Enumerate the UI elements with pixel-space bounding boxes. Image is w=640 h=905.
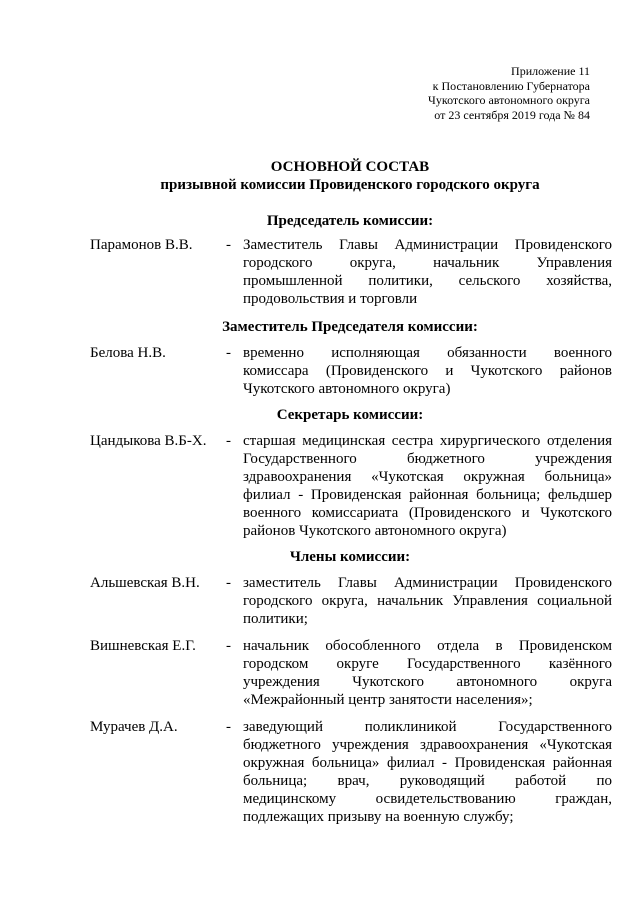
- role-line: Государственного бюджетного учреждения: [243, 451, 612, 467]
- annex-line-4: от 23 сентября 2019 года № 84: [434, 107, 590, 122]
- role-line: окружная больница» филиал - Провиденская районная: [243, 755, 612, 771]
- member-name: Мурачев Д.А.: [90, 719, 178, 735]
- member-dash: -: [226, 433, 231, 449]
- member-role: [243, 637, 612, 709]
- role-line: «Межрайонный центр занятости населения»;: [243, 692, 533, 708]
- role-line: медицинскому освидетельствованию граждан,: [243, 791, 612, 807]
- member-dash: -: [226, 237, 231, 253]
- role-line: Чукотского автономного округа): [243, 381, 451, 397]
- member-name: Белова Н.В.: [90, 345, 166, 361]
- annex-line-3: Чукотского автономного округа: [428, 93, 590, 107]
- role-line: комиссара (Провиденского и Чукотского районов: [243, 363, 612, 379]
- role-line: заместитель Главы Администрации Провиденского: [243, 575, 612, 591]
- member-role: [243, 432, 612, 540]
- member-role: [243, 718, 612, 826]
- member-dash: -: [226, 719, 231, 735]
- role-line: больница; врач, руководящий работой по: [243, 773, 612, 789]
- section-heading-chair: Председатель комиссии:: [266, 213, 434, 229]
- role-line: здравоохранения «Чукотская окружная больница»: [243, 469, 612, 485]
- section-heading-deputy: Заместитель Председателя комиссии:: [222, 319, 478, 335]
- member-name: Цандыкова В.Б-Х.: [90, 433, 207, 449]
- member-dash: -: [226, 575, 231, 591]
- role-line: бюджетного учреждения здравоохранения «Чукотская: [243, 737, 612, 753]
- title-line-2: призывной комиссии Провиденского городского округа: [160, 177, 540, 193]
- annex-line-2: к Постановлению Губернатора: [432, 78, 590, 93]
- role-line: районов Чукотского автономного округа): [243, 523, 507, 539]
- member-dash: -: [226, 638, 231, 654]
- member-name: Альшевская В.Н.: [90, 575, 200, 591]
- role-line: городского округа, начальник Управления: [243, 255, 612, 271]
- document-title: [90, 158, 610, 194]
- role-line: филиал - Провиденская районная больница; фельдшер: [243, 487, 612, 503]
- role-line: временно исполняющая обязанности военного: [243, 345, 612, 361]
- role-line: продовольствия и торговли: [243, 291, 418, 307]
- member-role: [243, 574, 612, 628]
- member-role: [243, 344, 612, 398]
- role-line: городском округе Государственного казённого: [243, 656, 612, 672]
- role-line: политики;: [243, 611, 308, 627]
- annex-header: [360, 64, 590, 122]
- section-heading-secretary: Секретарь комиссии:: [276, 407, 424, 423]
- role-line: начальник обособленного отдела в Провиденском: [243, 638, 612, 654]
- role-line: старшая медицинская сестра хирургического отделения: [243, 433, 612, 449]
- role-line: военного комиссариата (Провиденского и Чукотского: [243, 505, 612, 521]
- member-role: [243, 236, 612, 308]
- role-line: промышленной политики, сельского хозяйства,: [243, 273, 612, 289]
- role-line: учреждения Чукотского автономного округа: [243, 674, 612, 690]
- member-name: Парамонов В.В.: [90, 237, 193, 253]
- role-line: Заместитель Главы Администрации Провиденского: [243, 237, 612, 253]
- role-line: подлежащих призыву на военную службу;: [243, 809, 514, 825]
- role-line: заведующий поликлиникой Государственного: [243, 719, 612, 735]
- member-name: Вишневская Е.Г.: [90, 638, 196, 654]
- member-dash: -: [226, 345, 231, 361]
- role-line: городского округа, начальник Управления социальной: [243, 593, 612, 609]
- annex-line-1: Приложение 11: [511, 64, 590, 78]
- title-line-1: ОСНОВНОЙ СОСТАВ: [270, 159, 430, 175]
- section-heading-members: Члены комиссии:: [289, 549, 411, 565]
